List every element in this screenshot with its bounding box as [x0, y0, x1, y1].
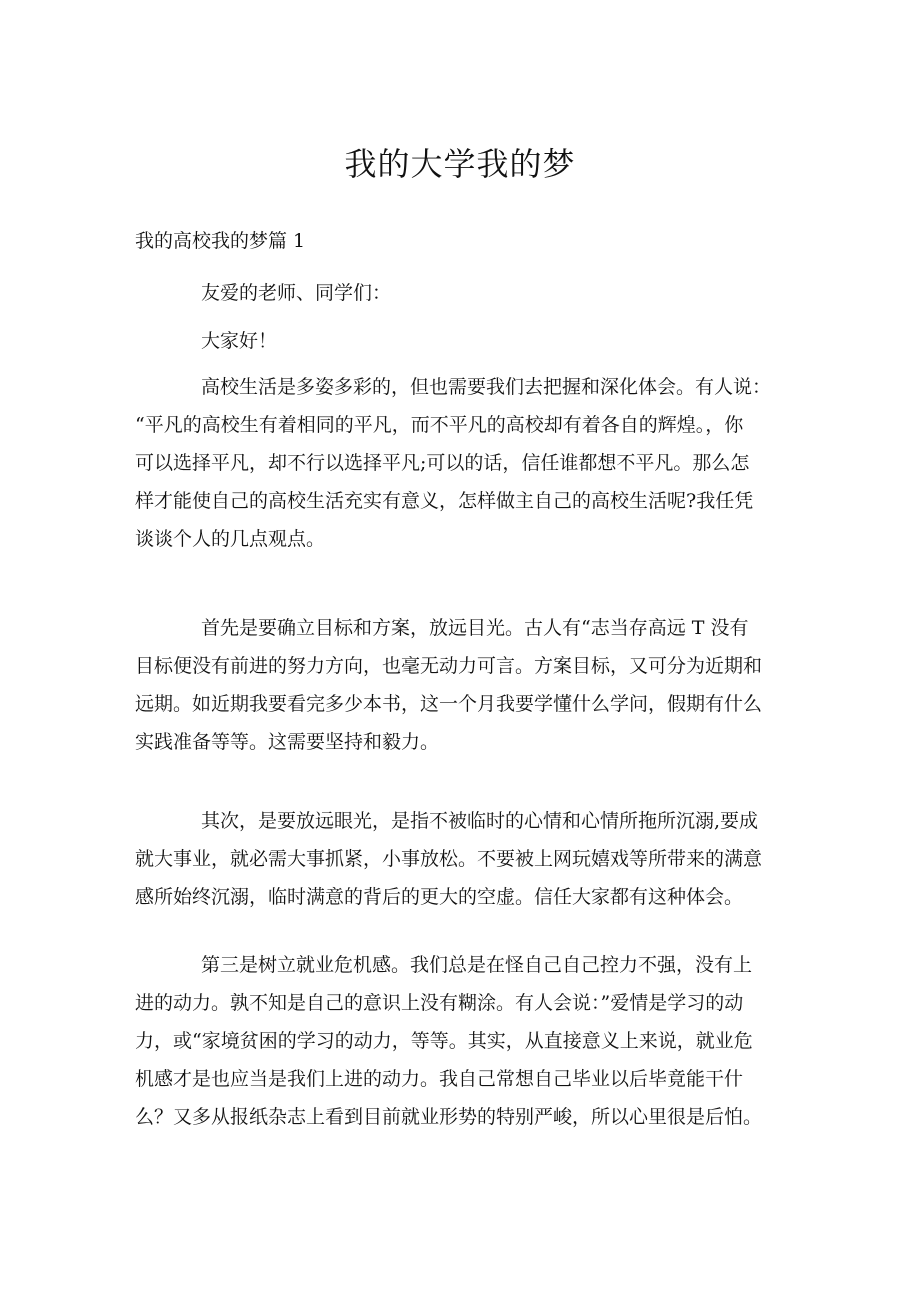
paragraph-line: 实践准备等等。这需要坚持和毅力。 [135, 731, 440, 753]
paragraph-line: 可以选择平凡，却不行以选择平凡;可以的话，信任谁都想不平凡。那么怎 [135, 452, 750, 474]
body-paragraph-3 [135, 802, 795, 916]
paragraph-line: 进的动力。孰不知是自己的意识上没有糊涂。有人会说：”爱情是学习的动 [135, 992, 744, 1014]
hello-paragraph [135, 322, 795, 360]
paragraph-line: 感所始终沉溺，临时满意的背后的更大的空虚。信任大家都有这种体会。 [135, 886, 744, 908]
greeting-line: 友爱的老师、同学们： [201, 282, 392, 304]
paragraph-line: 目标便没有前进的努力方向，也毫无动力可言。方案目标，又可分为近期和 [135, 655, 763, 677]
paragraph-line: 机感才是也应当是我们上进的动力。我自己常想自己毕业以后毕竟能干什 [135, 1068, 744, 1090]
paragraph-line: 第三是树立就业危机感。我们总是在怪自己自己控力不强，没有上 [201, 954, 753, 976]
greeting-paragraph [135, 274, 795, 312]
paragraph-line: “平凡的高校生有着相同的平凡，而不平凡的高校却有着各自的辉煌。，你 [135, 414, 744, 436]
paragraph-line: 首先是要确立目标和方案，放远目光。古人有“志当存高远 T 没有 [201, 617, 749, 639]
body-paragraph-4 [135, 946, 795, 1136]
paragraph-line: 么？又多从报纸杂志上看到目前就业形势的特别严峻，所以心里很是后怕。 [135, 1106, 763, 1128]
hello-line: 大家好！ [201, 330, 278, 352]
paragraph-line: 其次，是要放远眼光，是指不被临时的心情和心情所拖所沉溺,要成 [201, 810, 759, 832]
body-paragraph-1 [135, 368, 795, 558]
body-paragraph-2 [135, 609, 795, 761]
document-subtitle: 我的高校我的梦篇 1 [135, 230, 306, 252]
paragraph-line: 高校生活是多姿多彩的，但也需要我们去把握和深化体会。有人说： [201, 376, 772, 398]
paragraph-line: 力，或“家境贫困的学习的动力，等等。其实，从直接意义上来说，就业危 [135, 1030, 753, 1052]
paragraph-line: 远期。如近期我要看完多少本书，这一个月我要学懂什么学问，假期有什么 [135, 693, 763, 715]
paragraph-line: 就大事业，就必需大事抓紧，小事放松。不要被上网玩嬉戏等所带来的满意 [135, 848, 763, 870]
paragraph-line: 谈谈个人的几点观点。 [135, 528, 326, 550]
paragraph-line: 样才能使自己的高校生活充实有意义，怎样做主自己的高校生活呢?我任凭 [135, 490, 754, 512]
document-title: 我的大学我的梦 [344, 145, 576, 183]
